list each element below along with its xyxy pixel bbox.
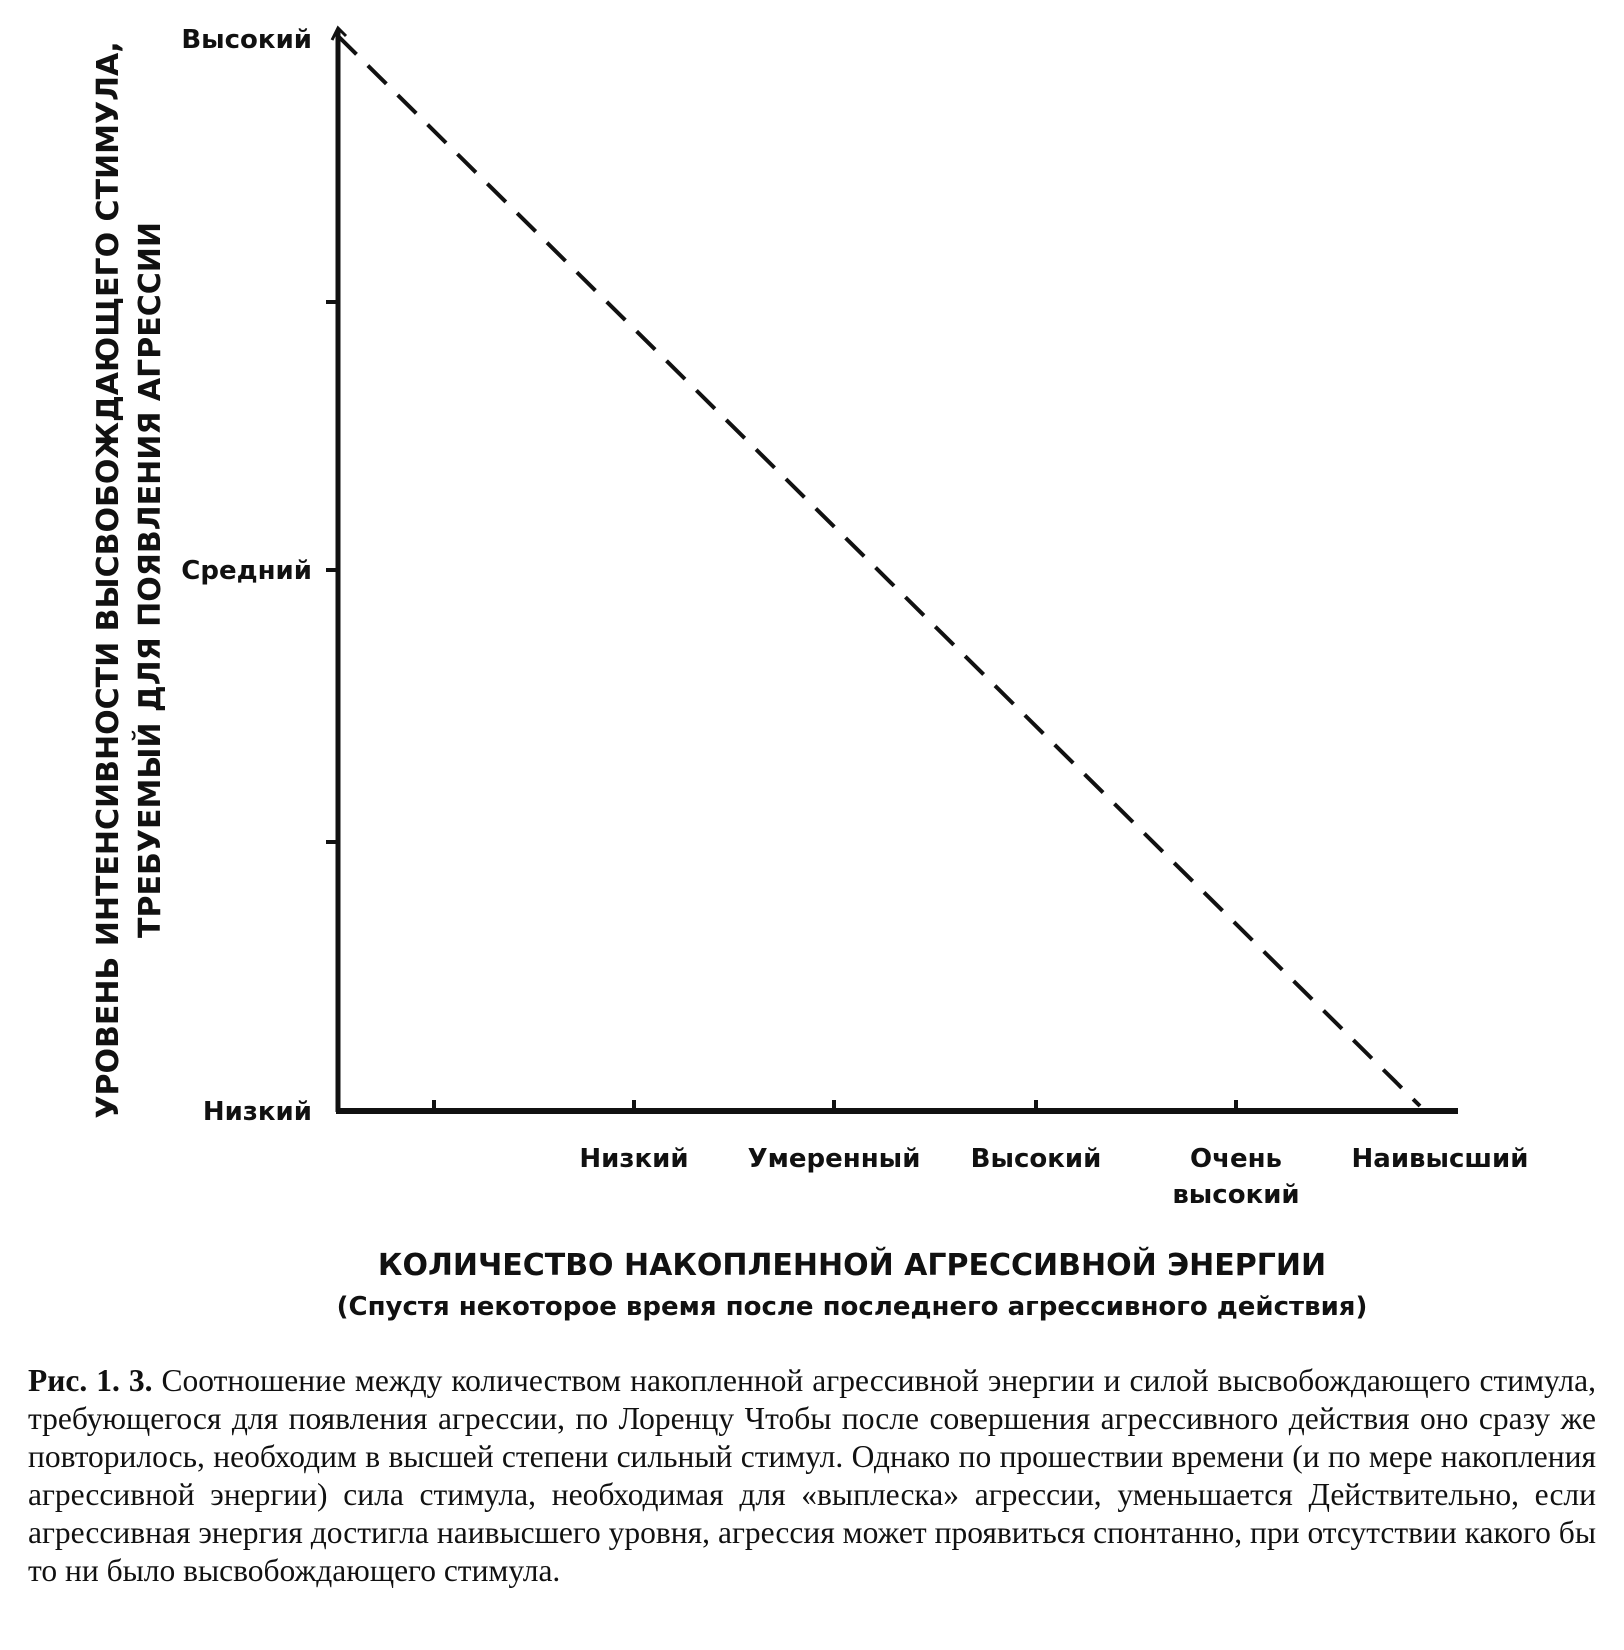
y-tick-label-high: Высокий bbox=[181, 25, 312, 55]
x-tick-label: Низкий bbox=[579, 1144, 689, 1174]
figure-caption-text: Соотношение между количеством накопленной агрессивной энергии и силой высвобождающего стимула, требующегося для появления агрессии, по Лоренцу Чтобы после совершения агрессивного действия оно сразу же повторилось, необходим в высшей степени сильный стимул. Однако по прошествии времени (и по мере накопления агрессивной энергии) сила стимула, необходимая для «выплеска» агрессии, уменьшается Действительно, если агрессивная энергия достигла наивысшего уровня, агрессия может проявиться спонтанно, при отсутствии какого бы то ни было высвобождающего стимула. bbox=[28, 1363, 1596, 1588]
x-axis-title: КОЛИЧЕСТВО НАКОПЛЕННОЙ АГРЕССИВНОЙ ЭНЕРГИИ bbox=[377, 1248, 1327, 1283]
figure-label: Рис. 1. 3. bbox=[28, 1363, 153, 1398]
x-tick-label: Высокий bbox=[970, 1144, 1102, 1174]
x-tick-label-multiline: Очень высокий bbox=[1172, 1144, 1300, 1210]
series-line-dashed bbox=[338, 36, 1420, 1106]
figure-caption bbox=[28, 1362, 1596, 1590]
y-tick-label-medium: Средний bbox=[181, 556, 312, 586]
x-axis-subtitle: (Спустя некоторое время после последнего агрессивного действия) bbox=[336, 1292, 1368, 1322]
y-tick-label-low: Низкий bbox=[202, 1097, 312, 1127]
y-axis-title-line2: ТРЕБУЕМЫЙ ДЛЯ ПОЯВЛЕНИЯ АГРЕССИИ bbox=[133, 222, 168, 938]
y-axis-title-line1: УРОВЕНЬ ИНТЕНСИВНОСТИ ВЫСВОБОЖДАЮЩЕГО СТИМУЛА, bbox=[91, 41, 126, 1119]
x-tick-label: Умеренный bbox=[747, 1144, 921, 1174]
x-tick-label: Наивысший bbox=[1351, 1144, 1529, 1174]
